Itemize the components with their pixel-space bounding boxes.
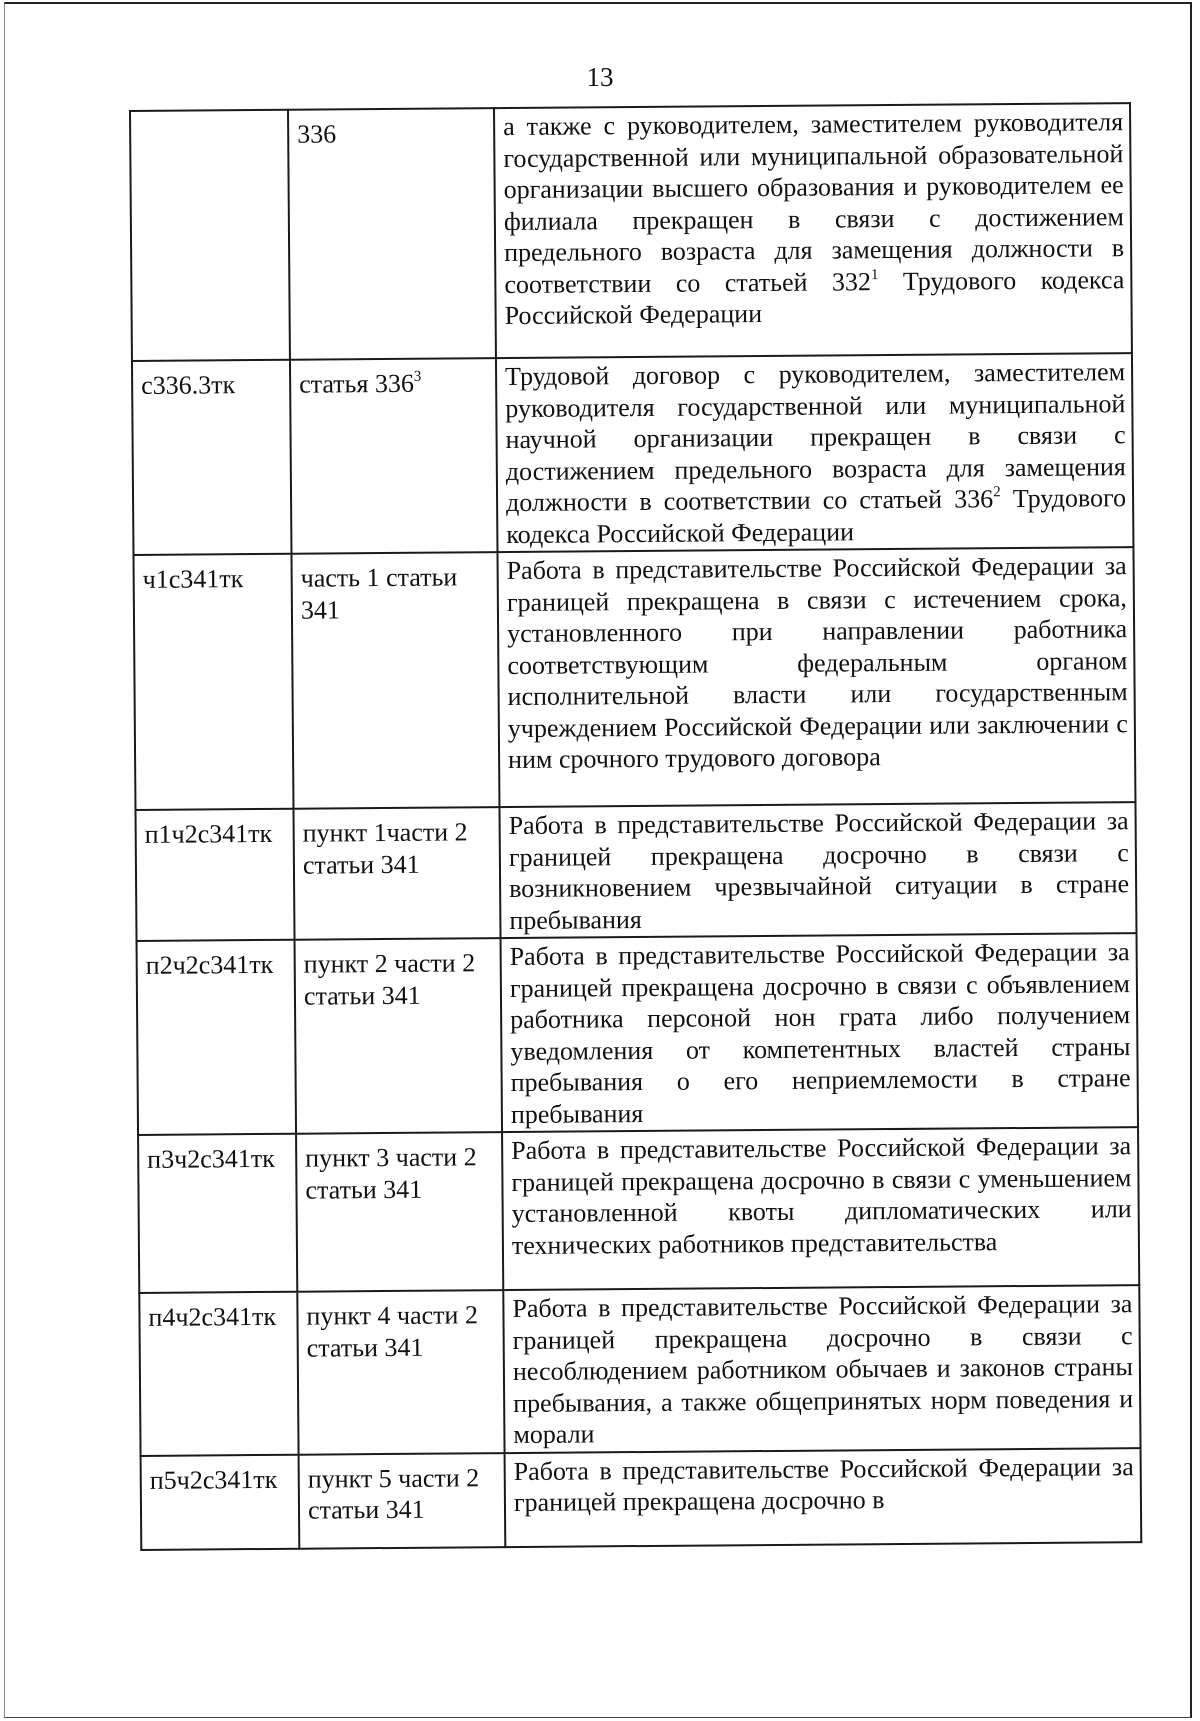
code-cell: п3ч2с341тк	[138, 1134, 297, 1293]
description-cell	[503, 1285, 1140, 1452]
article-ref-cell	[299, 1453, 506, 1549]
description-cell	[505, 1448, 1142, 1547]
table-row	[141, 1448, 1142, 1550]
code-cell: п2ч2с341тк	[137, 940, 297, 1135]
table-row	[139, 1285, 1140, 1455]
description-cell	[497, 547, 1135, 807]
article-ref-cell	[296, 1132, 503, 1292]
description-tail: Трудового кодекса Российской Федерации	[506, 483, 1127, 549]
article-ref-cell	[297, 1290, 504, 1454]
description: Работа в представительстве Российской Федерации за границей прекращена в связи с истечением срока, установленного при направлении работника соответствующим федеральным органом исполнительной власти или государственным учреждением Российской Федерации или заключении с ним срочного трудового договора	[506, 551, 1128, 775]
description-sup: 2	[993, 484, 1001, 501]
article-ref-cell	[290, 358, 498, 554]
table-row	[138, 1127, 1139, 1293]
code-cell: п1ч2с341тк	[135, 809, 294, 941]
article-ref: пункт 4 части 2 статьи 341	[306, 1300, 479, 1363]
description: а также с руководителем, заместителем руководителя государственной или муниципальной образовательной организации высшего образования и руководителем ее филиала прекращен в связи с достижением предельного возраста для замещения должности в соответствии со статьей 332	[503, 107, 1125, 299]
description-sup: 1	[870, 266, 879, 283]
table-row	[132, 353, 1133, 555]
table-row	[130, 103, 1132, 361]
article-ref-cell	[295, 938, 503, 1134]
code-cell: п4ч2с341тк	[139, 1292, 298, 1456]
description: Трудовой договор с руководителем, заместителем руководителя государственной или муниципальной научной организации прекращен в связи с достижением предельного возраста для замещения должности в соответствии со статьей 336	[504, 357, 1126, 518]
description: Работа в представительстве Российской Федерации за границей прекращена досрочно в связи с уменьшением установленной квоты дипломатических или технических работников представительства	[511, 1131, 1132, 1260]
article-ref: статья 336	[299, 368, 415, 399]
code-cell: п5ч2с341тк	[141, 1454, 300, 1549]
article-ref: часть 1 статьи 341	[300, 562, 458, 625]
table-row	[137, 933, 1138, 1135]
description: Работа в представительстве Российской Федерации за границей прекращена досрочно в связи с несоблюдением работником обычаев и законов страны пребывания, а также общепринятых норм поведения и морали	[512, 1289, 1134, 1450]
description: Работа в представительстве Российской Федерации за границей прекращена досрочно в связи с объявлением работника персоной нон грата либо получением уведомления от компетентных властей страны пребывания о его неприемлемости в стране пребывания	[509, 937, 1131, 1129]
description-cell	[502, 1127, 1139, 1290]
article-ref-cell	[291, 552, 499, 809]
description-cell	[499, 802, 1136, 938]
article-ref: 336	[297, 119, 337, 149]
codes-table	[129, 102, 1142, 1550]
article-ref: пункт 1части 2 статьи 341	[302, 817, 468, 880]
table-row	[135, 802, 1136, 941]
description-tail: Трудового кодекса Российской Федерации	[504, 264, 1125, 331]
article-ref-sup: 3	[413, 368, 422, 385]
article-ref-cell	[288, 108, 496, 360]
description-cell	[494, 103, 1132, 358]
description-cell	[496, 353, 1134, 552]
description: Работа в представительстве Российской Федерации за границей прекращена досрочно в связи с возникновением чрезвычайной ситуации в стране пребывания	[508, 806, 1130, 935]
article-ref: пункт 3 части 2 статьи 341	[305, 1142, 477, 1205]
article-ref: пункт 2 части 2 статьи 341	[303, 948, 476, 1011]
code-cell	[130, 110, 290, 361]
code-cell: ч1с341тк	[133, 554, 293, 810]
description-cell	[501, 933, 1139, 1132]
code-cell: с336.3тк	[132, 360, 292, 555]
page-number: 13	[586, 62, 614, 92]
article-ref: пункт 5 части 2 статьи 341	[307, 1462, 480, 1525]
description: Работа в представительстве Российской Федерации за границей прекращена досрочно в	[513, 1451, 1134, 1518]
article-ref-cell	[293, 807, 500, 940]
table-row	[133, 547, 1135, 810]
